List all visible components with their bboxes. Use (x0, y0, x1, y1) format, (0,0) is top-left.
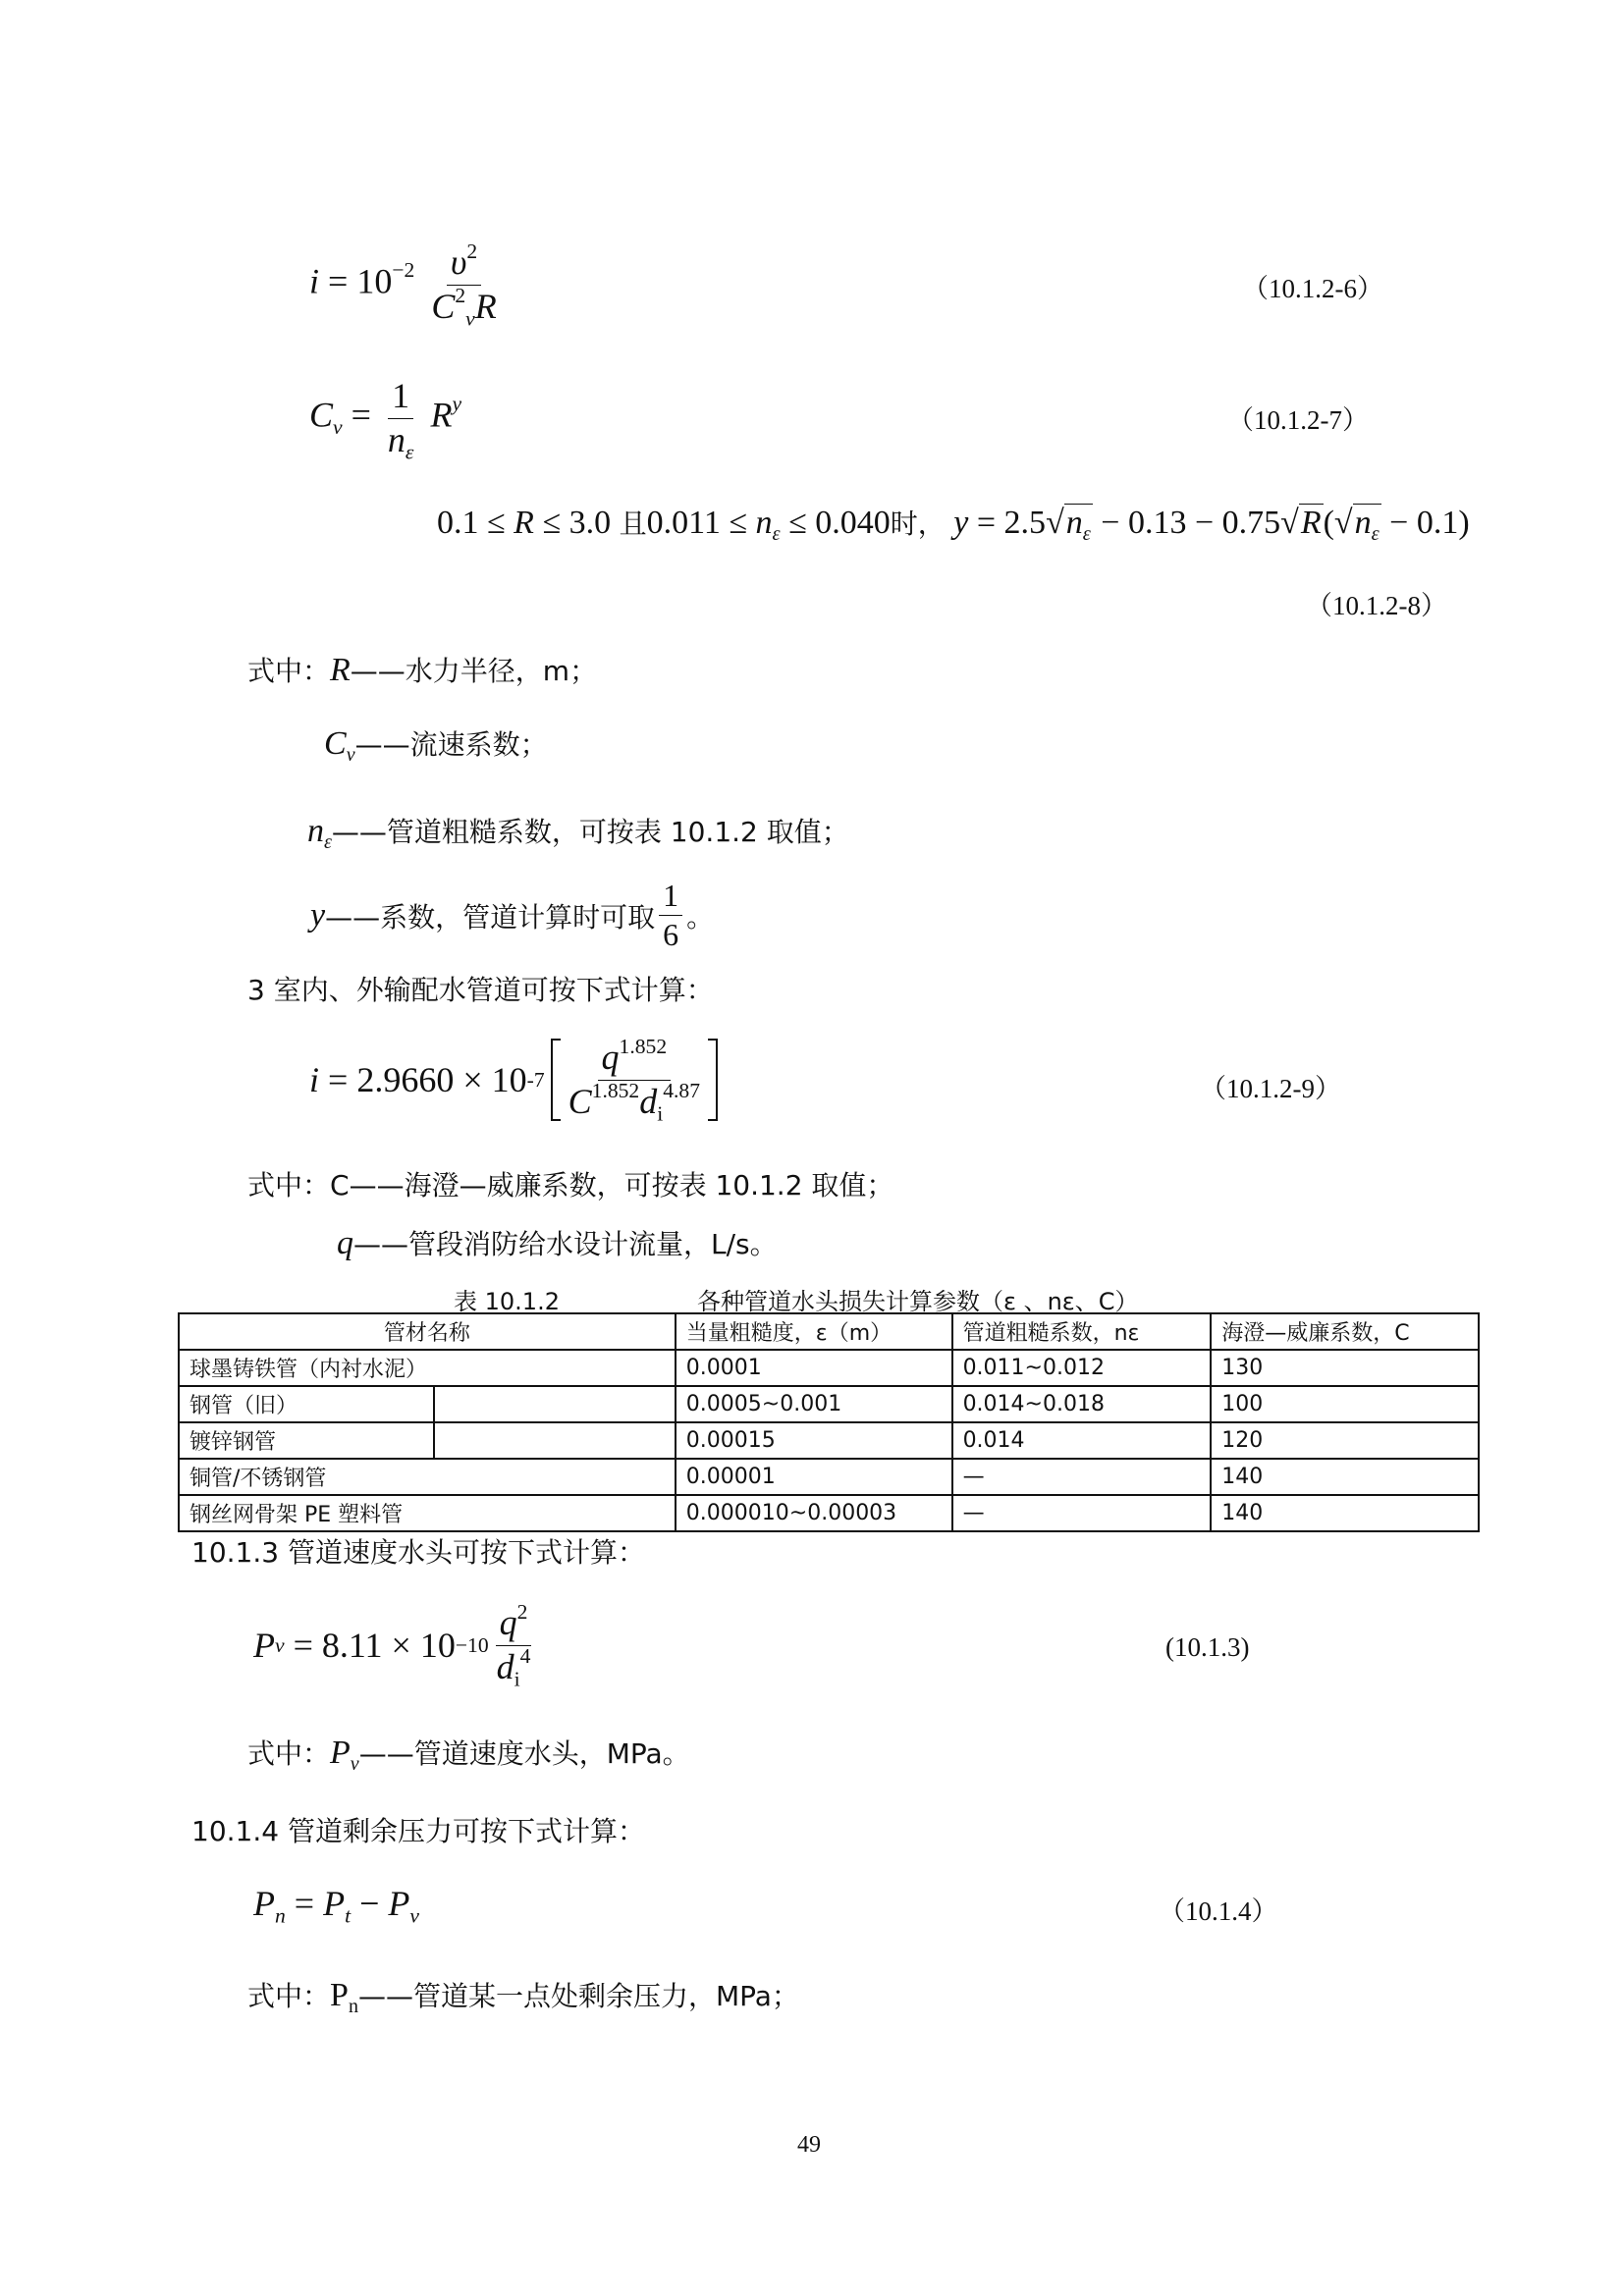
equation-10-1-2-6: $i = 10^{-2}$ $\frac{\upsilon^2}{C^2_vR}$ (309, 239, 497, 331)
equation-number: （10.1.2-6） (1242, 274, 1383, 303)
section-10-1-3-heading: 10.1.3 管道速度水头可按下式计算： (191, 1536, 645, 1569)
table-cell: 100 (1211, 1386, 1479, 1422)
equation-10-1-2-7: $C_v$ = $\frac{1}{n_\varepsilon}$ $R^y$ (309, 376, 462, 464)
table-row (179, 1422, 1479, 1459)
definition-q: q——管段消防给水设计流量，L/s。 (337, 1225, 778, 1261)
equation-10-1-2-8: 0.1 ≤ R ≤ 3.0 且$0.011 \le n_\varepsilon \le 0.040$时， $y = 2.5√n_\varepsilon - 0.13 - 0.75√R(√n_\varepsilon - 0.1)$ (437, 505, 1470, 546)
table-cell: 0.0005~0.001 (676, 1386, 952, 1422)
table-cell (434, 1386, 676, 1422)
table-cell: 0.00015 (676, 1422, 952, 1459)
parameters-table (178, 1312, 1480, 1532)
table-row (179, 1459, 1479, 1495)
table-cell: 120 (1211, 1422, 1479, 1459)
definition-ne: $n_\varepsilon——$管道粗糙系数，可按表 10.1.2 取值； (307, 813, 849, 853)
definition-pv: 式中：$P_v——$管道速度水头，MPa。 (247, 1735, 690, 1775)
table-cell: 0.000010~0.00003 (676, 1495, 952, 1531)
table-cell: 球墨铸铁管（内衬水泥） (179, 1350, 676, 1386)
definition-cv: $C_v——$流速系数； (324, 725, 548, 766)
table-cell: 0.014~0.018 (952, 1386, 1212, 1422)
table-cell: 钢管（旧） (179, 1386, 434, 1422)
page-number: 49 (797, 2132, 821, 2158)
equation-number: （10.1.4） (1159, 1896, 1278, 1926)
table-cell: 130 (1211, 1350, 1479, 1386)
equation-number: （10.1.2-8） (1306, 591, 1447, 620)
equation-10-1-4: $P_n = P_t - P_v$ (253, 1884, 420, 1928)
table-cell: 140 (1211, 1495, 1479, 1531)
table-row (179, 1350, 1479, 1386)
definition-pn: 式中：$P_n——$管道某一点处剩余压力，MPa； (247, 1977, 799, 2017)
table-cell: — (952, 1495, 1212, 1531)
table-cell: — (952, 1459, 1212, 1495)
header-cell: 海澄—威廉系数，C (1211, 1313, 1479, 1350)
section-10-1-4-heading: 10.1.4 管道剩余压力可按下式计算： (191, 1815, 645, 1847)
table-cell: 铜管/不锈钢管 (179, 1459, 676, 1495)
table-cell: 0.011~0.012 (952, 1350, 1212, 1386)
table-row (179, 1386, 1479, 1422)
definition-y: y ——系数，管道计算时可取 $\frac{1}{6}$ 。 (310, 878, 715, 953)
table-cell: 镀锌钢管 (179, 1422, 434, 1459)
header-cell: 管材名称 (179, 1313, 676, 1350)
equation-10-1-3: P v = 8.11 × 10 −10 $\frac{q^2}{d_i^4}$ (253, 1599, 531, 1691)
table-caption: 各种管道水头损失计算参数（ε 、nε、C） (697, 1288, 1139, 1315)
equation-number: (10.1.3) (1165, 1632, 1250, 1662)
equation-10-1-2-9: i = 2.9660 × 10 -7 $\frac{q^{1.852}}{C^{1.852}d_i^{4.87}}$ (309, 1039, 718, 1121)
table-cell: 0.014 (952, 1422, 1212, 1459)
table-caption-number: 表 10.1.2 (454, 1288, 560, 1315)
table-cell: 0.00001 (676, 1459, 952, 1495)
table-cell: 钢丝网骨架 PE 塑料管 (179, 1495, 676, 1531)
equation-number: （10.1.2-7） (1227, 405, 1369, 435)
definition-c: 式中：C——海澄—威廉系数，可按表 10.1.2 取值； (247, 1169, 894, 1201)
table-cell: 140 (1211, 1459, 1479, 1495)
table-cell (434, 1422, 676, 1459)
equation-number: （10.1.2-9） (1200, 1074, 1341, 1103)
header-cell: 当量粗糙度，ε（m） (676, 1313, 952, 1350)
table-header-row (179, 1313, 1479, 1350)
header-cell: 管道粗糙系数，nε (952, 1313, 1212, 1350)
table-row (179, 1495, 1479, 1531)
item-3-text: 3 室内、外输配水管道可按下式计算： (247, 974, 714, 1006)
definition-r: 式中：R——水力半径，m； (247, 652, 598, 688)
table-cell: 0.0001 (676, 1350, 952, 1386)
